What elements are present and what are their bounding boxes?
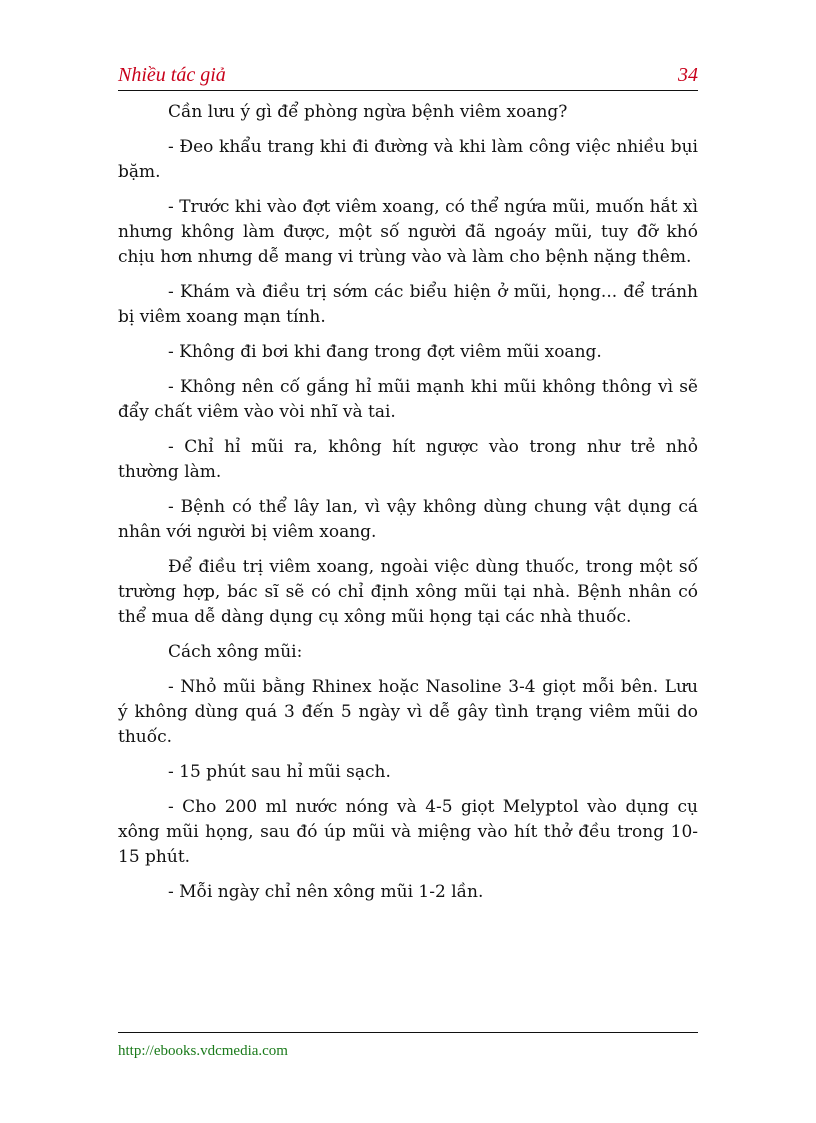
subheading: Cách xông mũi: — [168, 642, 303, 662]
paragraph: - Không nên cố gắng hỉ mũi mạnh khi mũi không thông vì sẽ đẩy chất viêm vào vòi nhĩ và tai. — [118, 377, 698, 422]
paragraph: - Không đi bơi khi đang trong đợt viêm mũi xoang. — [168, 342, 602, 362]
paragraph: - Khám và điều trị sớm các biểu hiện ở mũi, họng... để tránh bị viêm xoang mạn tính. — [118, 282, 698, 327]
paragraph: - Đeo khẩu trang khi đi đường và khi làm công việc nhiều bụi bặm. — [118, 137, 698, 182]
footer-link[interactable]: http://ebooks.vdcmedia.com — [118, 1043, 288, 1059]
paragraph: - Mỗi ngày chỉ nên xông mũi 1-2 lần. — [168, 882, 484, 902]
header-author: Nhiều tác giả — [118, 64, 226, 86]
footer-divider — [118, 1032, 698, 1033]
page-body — [118, 100, 698, 915]
paragraph: - Nhỏ mũi bằng Rhinex hoặc Nasoline 3-4 giọt mỗi bên. Lưu ý không dùng quá 3 đến 5 ngày vì dễ gây tình trạng viêm mũi do thuốc. — [118, 677, 698, 747]
paragraph: - Chỉ hỉ mũi ra, không hít ngược vào trong như trẻ nhỏ thường làm. — [118, 437, 698, 482]
paragraph: Để điều trị viêm xoang, ngoài việc dùng thuốc, trong một số trường hợp, bác sĩ sẽ có chỉ định xông mũi tại nhà. Bệnh nhân có thể mua dễ dàng dụng cụ xông mũi họng tại các nhà thuốc. — [118, 557, 698, 627]
paragraph: - 15 phút sau hỉ mũi sạch. — [168, 762, 391, 782]
page-number: 34 — [678, 64, 698, 86]
paragraph: - Cho 200 ml nước nóng và 4-5 giọt Melyptol vào dụng cụ xông mũi họng, sau đó úp mũi và miệng vào hít thở đều trong 10-15 phút. — [118, 797, 698, 867]
page-header — [118, 60, 698, 91]
paragraph: - Bệnh có thể lây lan, vì vậy không dùng chung vật dụng cá nhân với người bị viêm xoang. — [118, 497, 698, 542]
paragraph: - Trước khi vào đợt viêm xoang, có thể ngứa mũi, muốn hắt xì nhưng không làm được, một số người đã ngoáy mũi, tuy đỡ khó chịu hơn nhưng dễ mang vi trùng vào và làm cho bệnh nặng thêm. — [118, 197, 698, 267]
question-heading: Cần lưu ý gì để phòng ngừa bệnh viêm xoang? — [168, 102, 568, 122]
